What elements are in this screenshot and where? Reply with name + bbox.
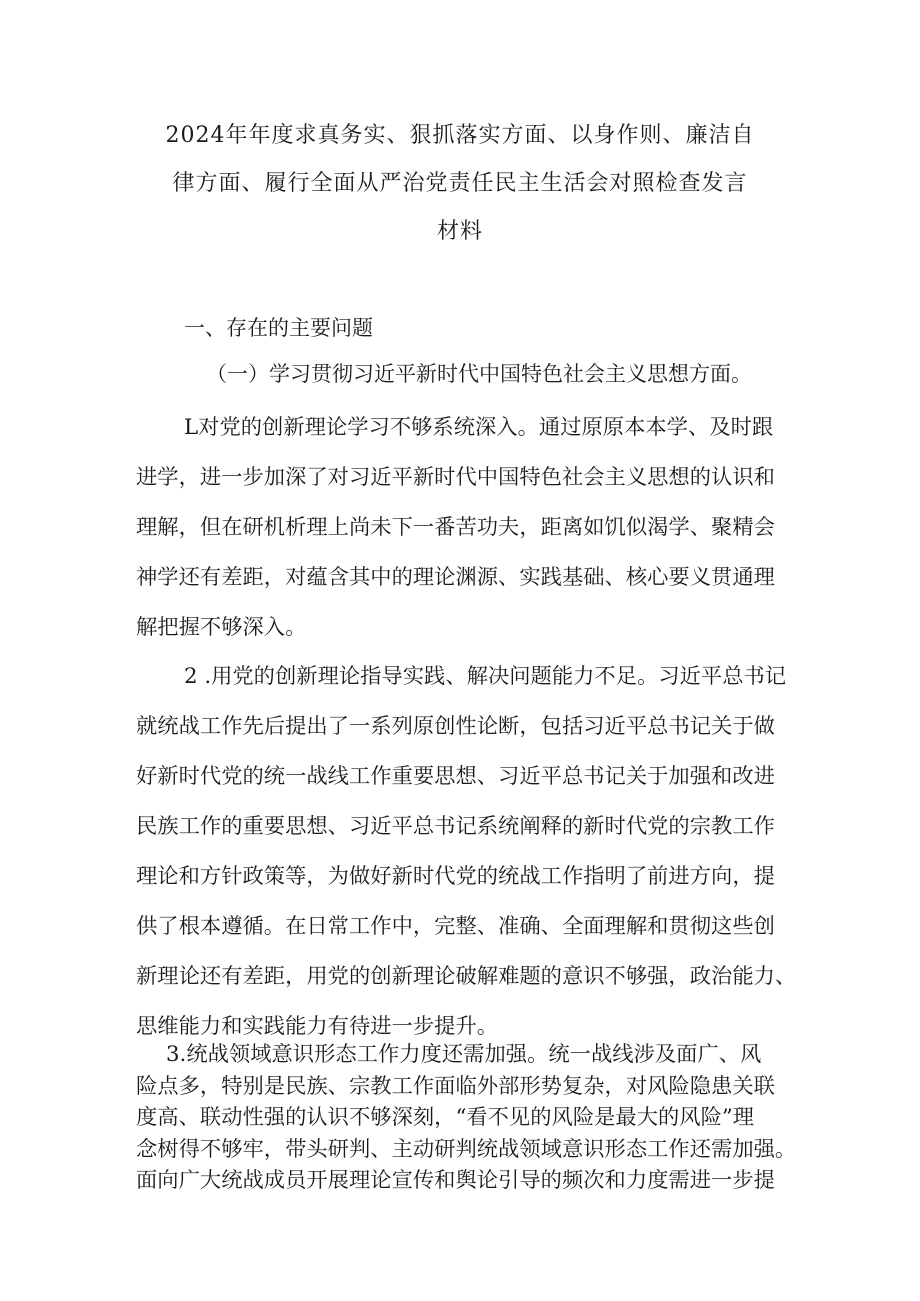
paragraph-1 — [136, 403, 796, 653]
title-line-2: 律方面、履行全面从严治党责任民主生活会对照检查发言 — [172, 171, 748, 196]
paragraph-line: 思维能力和实践能力有待进一步提升。 — [136, 1014, 499, 1039]
document-title — [150, 112, 770, 256]
paragraph-2 — [136, 652, 796, 1052]
paragraph-line: 3.统战领域意识形态工作力度还需加强。统一战线涉及面广、风 — [166, 1042, 762, 1067]
paragraph-line: L对党的创新理论学习不够系统深入。通过原原本本学、及时跟 — [184, 415, 774, 440]
section-heading: 一、存在的主要问题 — [184, 316, 373, 340]
paragraph-line: 度高、联动性强的认识不够深刻，“看不见的风险是最大的风险”理 — [136, 1105, 755, 1130]
paragraph-line: 2 .用党的创新理论指导实践、解决问题能力不足。习近平总书记 — [184, 664, 787, 689]
paragraph-line: 险点多，特别是民族、宗教工作面临外部形势复杂，对风险隐患关联 — [136, 1073, 775, 1099]
title-line-3: 材料 — [436, 219, 483, 244]
paragraph-line: 念树得不够牢，带头研判、主动研判统战领域意识形态工作还需加强。 — [136, 1136, 797, 1162]
sub-heading: （一）学习贯彻习近平新时代中国特色社会主义思想方面。 — [206, 362, 752, 386]
paragraph-line: 理论和方针政策等，为做好新时代党的统战工作指明了前进方向，提 — [136, 864, 775, 889]
paragraph-line: 面向广大统战成员开展理论宣传和舆论引导的频次和力度需进一步提 — [136, 1168, 775, 1193]
paragraph-line: 理解，但在研机析理上尚未下一番苦功夫，距离如饥似渴学、聚精会 — [136, 515, 775, 540]
paragraph-line: 好新时代党的统一战线工作重要思想、习近平总书记关于加强和改进 — [136, 764, 775, 789]
paragraph-3 — [136, 1039, 796, 1197]
paragraph-line: 民族工作的重要思想、习近平总书记系统阐释的新时代党的宗教工作 — [136, 814, 775, 839]
paragraph-line: 就统战工作先后提出了一系列原创性论断，包括习近平总书记关于做 — [136, 714, 775, 739]
paragraph-line: 新理论还有差距，用党的创新理论破解难题的意识不够强，政治能力、 — [136, 964, 797, 989]
title-line-1: 2024年年度求真务实、狠抓落实方面、以身作则、廉洁自 — [165, 123, 755, 148]
paragraph-line: 神学还有差距，对蕴含其中的理论渊源、实践基础、核心要义贯通理 — [136, 565, 775, 590]
paragraph-line: 解把握不够深入。 — [136, 615, 307, 640]
paragraph-line: 进学，进一步加深了对习近平新时代中国特色社会主义思想的认识和 — [136, 465, 775, 490]
paragraph-line: 供了根本遵循。在日常工作中，完整、准确、全面理解和贯彻这些创 — [136, 914, 775, 939]
